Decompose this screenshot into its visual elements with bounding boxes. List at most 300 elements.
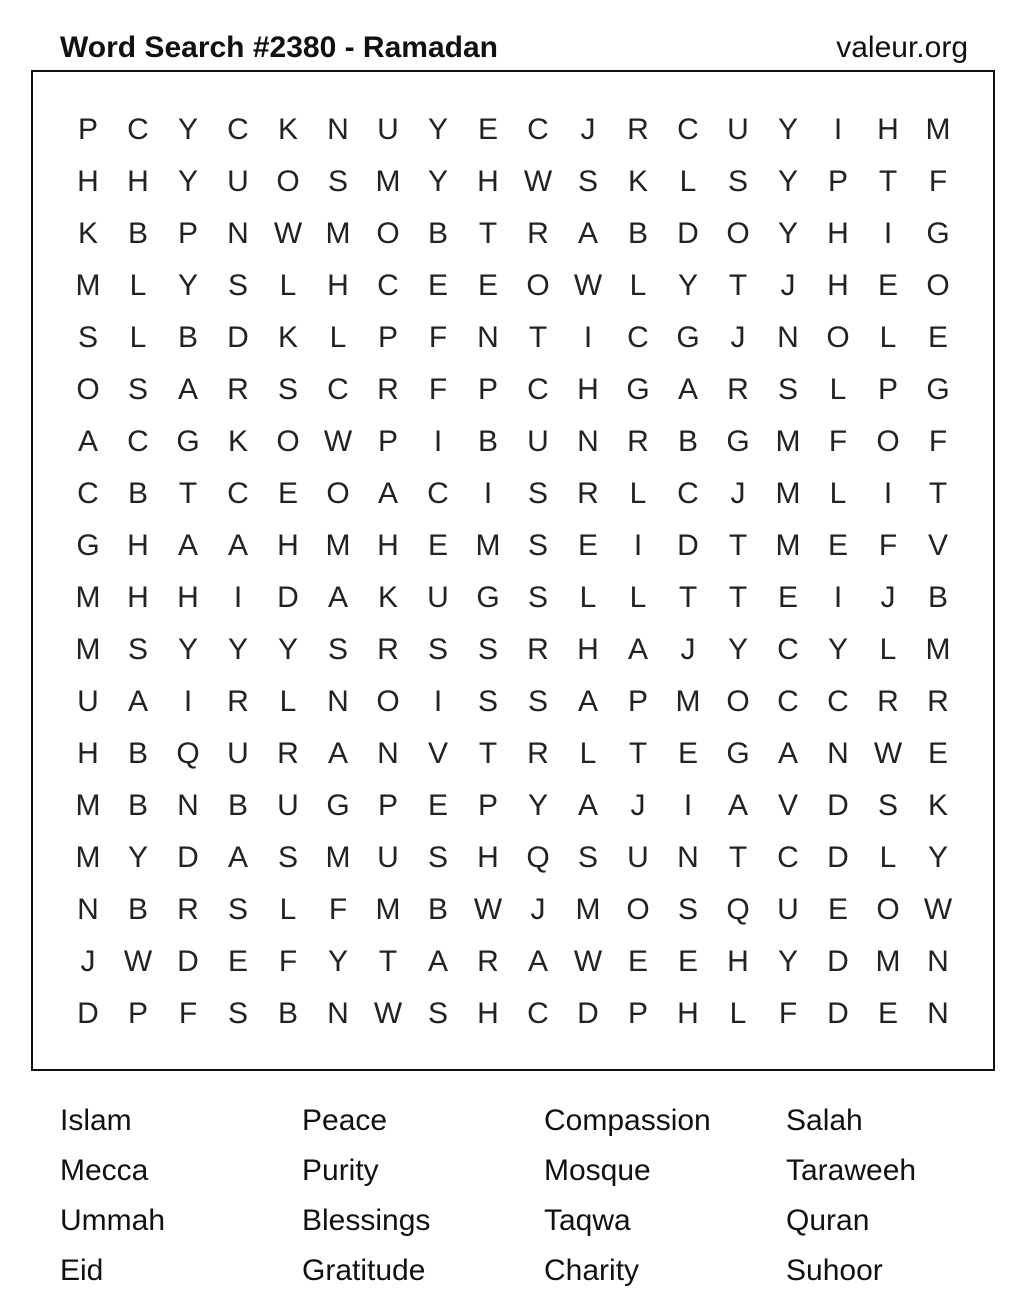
grid-cell: B: [127, 789, 148, 822]
grid-cell: E: [927, 737, 948, 770]
grid-cell: L: [129, 321, 147, 354]
grid-cell: J: [680, 633, 696, 666]
word-list-item: Charity: [544, 1254, 640, 1287]
word-list-item: Suhoor: [786, 1254, 883, 1287]
grid-cell: G: [626, 373, 650, 406]
grid-cell: O: [376, 217, 400, 250]
grid-cell: U: [777, 893, 799, 926]
grid-cell: N: [177, 789, 199, 822]
grid-cell: Y: [327, 945, 348, 978]
grid-cell: N: [577, 425, 599, 458]
grid-cell: A: [427, 945, 448, 978]
grid-cell: E: [677, 737, 698, 770]
grid-cell: S: [227, 997, 248, 1030]
grid-cell: D: [677, 529, 699, 562]
grid-cell: S: [227, 893, 248, 926]
grid-cell: T: [478, 737, 498, 770]
grid-cell: T: [928, 477, 948, 510]
grid-cell: L: [279, 685, 297, 718]
word-list: [60, 1096, 1020, 1296]
grid-cell: H: [327, 269, 349, 302]
grid-cell: O: [376, 685, 400, 718]
grid-cell: A: [677, 373, 698, 406]
grid-cell: R: [577, 477, 599, 510]
grid-cell: O: [726, 217, 750, 250]
grid-cell: B: [127, 217, 148, 250]
grid-cell: W: [923, 893, 953, 926]
grid-cell: C: [827, 685, 849, 718]
grid-cell: A: [177, 373, 198, 406]
grid-cell: D: [227, 321, 249, 354]
grid-cell: B: [227, 789, 248, 822]
grid-cell: T: [728, 269, 748, 302]
grid-cell: F: [878, 529, 898, 562]
grid-cell: M: [775, 477, 801, 510]
grid-cell: S: [727, 165, 748, 198]
grid-cell: A: [327, 581, 348, 614]
word-list-item: Peace: [302, 1104, 388, 1137]
grid-cell: N: [477, 321, 499, 354]
grid-cell: H: [727, 945, 749, 978]
grid-cell: N: [377, 737, 399, 770]
grid-cell: W: [323, 425, 353, 458]
grid-cell: S: [577, 165, 598, 198]
grid-cell: P: [177, 217, 198, 250]
grid-cell: V: [427, 737, 448, 770]
grid-cell: M: [675, 685, 701, 718]
grid-cell: E: [627, 945, 648, 978]
word-list-item: Eid: [60, 1254, 104, 1287]
grid-cell: G: [726, 737, 750, 770]
grid-cell: B: [927, 581, 948, 614]
grid-cell: S: [277, 373, 298, 406]
grid-cell: G: [676, 321, 700, 354]
grid-cell: R: [377, 373, 399, 406]
grid-cell: L: [829, 373, 847, 406]
grid-cell: J: [580, 113, 596, 146]
grid-cell: C: [227, 113, 249, 146]
grid-cell: M: [775, 529, 801, 562]
grid-cell: U: [427, 581, 449, 614]
grid-cell: H: [77, 165, 99, 198]
grid-cell: L: [629, 581, 647, 614]
grid-cell: C: [127, 425, 149, 458]
grid-cell: N: [927, 997, 949, 1030]
grid-cell: R: [227, 685, 249, 718]
grid-cell: Q: [176, 737, 200, 770]
grid-cell: M: [325, 217, 351, 250]
grid-cell: H: [377, 529, 399, 562]
grid-cell: H: [477, 997, 499, 1030]
grid-cell: E: [777, 581, 798, 614]
grid-cell: I: [483, 477, 493, 510]
grid-cell: L: [629, 477, 647, 510]
grid-cell: M: [375, 893, 401, 926]
grid-cell: D: [827, 945, 849, 978]
grid-cell: D: [177, 945, 199, 978]
word-list-item: Gratitude: [302, 1254, 426, 1287]
grid-cell: B: [477, 425, 498, 458]
grid-cell: G: [926, 373, 950, 406]
grid-cell: K: [277, 321, 298, 354]
grid-cell: T: [678, 581, 698, 614]
grid-cell: R: [627, 113, 649, 146]
grid-cell: I: [683, 789, 693, 822]
grid-cell: S: [527, 581, 548, 614]
grid-cell: E: [827, 529, 848, 562]
word-list-item: Mecca: [60, 1154, 149, 1187]
grid-cell: B: [127, 477, 148, 510]
grid-cell: R: [527, 633, 549, 666]
grid-cell: L: [879, 633, 897, 666]
grid-cell: S: [227, 269, 248, 302]
grid-cell: H: [127, 529, 149, 562]
grid-cell: W: [573, 945, 603, 978]
grid-cell: C: [527, 373, 549, 406]
grid-cell: P: [877, 373, 898, 406]
grid-cell: Y: [777, 113, 798, 146]
grid-cell: P: [477, 373, 498, 406]
grid-cell: T: [728, 841, 748, 874]
grid-cell: A: [627, 633, 648, 666]
grid-cell: R: [727, 373, 749, 406]
grid-cell: S: [527, 685, 548, 718]
grid-cell: R: [627, 425, 649, 458]
grid-cell: L: [279, 269, 297, 302]
grid-cell: S: [527, 529, 548, 562]
grid-cell: K: [377, 581, 398, 614]
grid-cell: M: [475, 529, 501, 562]
grid-cell: C: [677, 477, 699, 510]
grid-cell: T: [878, 165, 898, 198]
grid-cell: C: [677, 113, 699, 146]
grid-cell: Y: [827, 633, 848, 666]
grid-cell: R: [527, 737, 549, 770]
grid-cell: N: [927, 945, 949, 978]
grid-cell: L: [579, 581, 597, 614]
grid-cell: I: [233, 581, 243, 614]
grid-cell: E: [477, 113, 498, 146]
grid-cell: S: [77, 321, 98, 354]
grid-cell: A: [177, 529, 198, 562]
grid-cell: M: [575, 893, 601, 926]
grid-cell: W: [473, 893, 503, 926]
grid-cell: P: [377, 789, 398, 822]
grid-cell: R: [527, 217, 549, 250]
grid-cell: O: [726, 685, 750, 718]
grid-cell: A: [77, 425, 98, 458]
grid-cell: J: [530, 893, 546, 926]
grid-cell: R: [877, 685, 899, 718]
grid-cell: N: [77, 893, 99, 926]
grid-cell: G: [176, 425, 200, 458]
word-list-item: Taqwa: [544, 1204, 631, 1237]
grid-cell: S: [277, 841, 298, 874]
grid-cell: V: [927, 529, 948, 562]
grid-cell: G: [76, 529, 100, 562]
word-list-item: Blessings: [302, 1204, 431, 1237]
grid-cell: H: [127, 581, 149, 614]
grid-cell: L: [829, 477, 847, 510]
grid-cell: A: [227, 529, 248, 562]
grid-cell: F: [178, 997, 198, 1030]
grid-cell: O: [326, 477, 350, 510]
grid-cell: Y: [777, 165, 798, 198]
grid-cell: L: [679, 165, 697, 198]
grid-cell: T: [378, 945, 398, 978]
grid-cell: C: [527, 997, 549, 1030]
grid-cell: G: [726, 425, 750, 458]
grid-cell: C: [77, 477, 99, 510]
grid-cell: D: [827, 841, 849, 874]
grid-cell: I: [833, 113, 843, 146]
grid-cell: B: [177, 321, 198, 354]
grid-cell: J: [780, 269, 796, 302]
grid-cell: H: [177, 581, 199, 614]
grid-cell: M: [75, 269, 101, 302]
grid-cell: S: [527, 477, 548, 510]
grid-cell: L: [629, 269, 647, 302]
grid-cell: M: [325, 841, 351, 874]
grid-cell: O: [276, 165, 300, 198]
grid-cell: T: [728, 529, 748, 562]
grid-cell: F: [428, 373, 448, 406]
grid-cell: M: [75, 633, 101, 666]
grid-cell: H: [877, 113, 899, 146]
grid-cell: O: [526, 269, 550, 302]
grid-cell: A: [727, 789, 748, 822]
grid-cell: P: [627, 685, 648, 718]
grid-cell: Y: [277, 633, 298, 666]
grid-cell: S: [327, 165, 348, 198]
grid-cell: E: [877, 269, 898, 302]
grid-cell: A: [577, 789, 598, 822]
grid-cell: M: [75, 841, 101, 874]
grid-cell: I: [883, 217, 893, 250]
grid-cell: L: [329, 321, 347, 354]
grid-cell: F: [928, 165, 948, 198]
grid-cell: N: [327, 685, 349, 718]
grid-cell: Y: [177, 269, 198, 302]
grid-cell: C: [227, 477, 249, 510]
grid-cell: S: [777, 373, 798, 406]
grid-cell: Y: [927, 841, 948, 874]
grid-cell: S: [577, 841, 598, 874]
grid-cell: F: [428, 321, 448, 354]
grid-cell: N: [327, 113, 349, 146]
grid-cell: C: [377, 269, 399, 302]
grid-cell: Y: [677, 269, 698, 302]
grid-cell: N: [777, 321, 799, 354]
grid-cell: W: [523, 165, 553, 198]
grid-cell: U: [77, 685, 99, 718]
grid-cell: I: [183, 685, 193, 718]
grid-cell: Y: [427, 165, 448, 198]
grid-cell: J: [80, 945, 96, 978]
grid-cell: B: [427, 893, 448, 926]
grid-cell: U: [377, 841, 399, 874]
grid-cell: H: [577, 373, 599, 406]
grid-cell: E: [277, 477, 298, 510]
grid-cell: C: [777, 841, 799, 874]
grid-cell: I: [433, 425, 443, 458]
grid-cell: K: [927, 789, 948, 822]
grid-cell: E: [877, 997, 898, 1030]
grid-cell: L: [129, 269, 147, 302]
grid-cell: O: [926, 269, 950, 302]
grid-cell: K: [227, 425, 248, 458]
grid-cell: C: [327, 373, 349, 406]
grid-cell: N: [227, 217, 249, 250]
grid-cell: M: [75, 789, 101, 822]
grid-cell: J: [730, 477, 746, 510]
grid-cell: K: [277, 113, 298, 146]
grid-cell: H: [827, 269, 849, 302]
grid-cell: Q: [526, 841, 550, 874]
grid-cell: M: [375, 165, 401, 198]
grid-cell: L: [729, 997, 747, 1030]
grid-cell: R: [477, 945, 499, 978]
grid-cell: A: [327, 737, 348, 770]
grid-cell: J: [730, 321, 746, 354]
grid-cell: U: [527, 425, 549, 458]
grid-cell: S: [127, 633, 148, 666]
grid-cell: O: [876, 425, 900, 458]
grid-cell: C: [627, 321, 649, 354]
grid-cell: S: [127, 373, 148, 406]
grid-cell: Y: [177, 113, 198, 146]
grid-cell: A: [777, 737, 798, 770]
grid-cell: A: [577, 685, 598, 718]
grid-cell: F: [278, 945, 298, 978]
grid-cell: W: [273, 217, 303, 250]
grid-cell: D: [677, 217, 699, 250]
grid-cell: N: [677, 841, 699, 874]
grid-cell: O: [826, 321, 850, 354]
grid-cell: P: [627, 997, 648, 1030]
word-list-item: Purity: [302, 1154, 379, 1187]
grid-cell: F: [828, 425, 848, 458]
grid-cell: P: [377, 425, 398, 458]
grid-cell: C: [777, 685, 799, 718]
grid-cell: H: [677, 997, 699, 1030]
grid-cell: E: [927, 321, 948, 354]
grid-cell: E: [677, 945, 698, 978]
grid-cell: M: [775, 425, 801, 458]
grid-cell: T: [728, 581, 748, 614]
word-list-item: Taraweeh: [786, 1154, 917, 1187]
grid-cell: U: [227, 737, 249, 770]
grid-cell: E: [827, 893, 848, 926]
grid-cell: E: [427, 789, 448, 822]
grid-cell: F: [328, 893, 348, 926]
grid-cell: C: [777, 633, 799, 666]
grid-cell: H: [827, 217, 849, 250]
grid-cell: O: [626, 893, 650, 926]
grid-cell: S: [477, 685, 498, 718]
grid-cell: S: [427, 841, 448, 874]
grid-cell: O: [876, 893, 900, 926]
grid-cell: G: [476, 581, 500, 614]
grid-cell: O: [76, 373, 100, 406]
word-list-item: Salah: [786, 1104, 863, 1137]
grid-cell: S: [327, 633, 348, 666]
grid-cell: R: [927, 685, 949, 718]
grid-cell: U: [277, 789, 299, 822]
grid-cell: P: [77, 113, 98, 146]
grid-cell: B: [127, 737, 148, 770]
letter-grid: [63, 104, 963, 1040]
grid-cell: P: [827, 165, 848, 198]
grid-cell: A: [377, 477, 398, 510]
grid-cell: Y: [177, 165, 198, 198]
grid-cell: D: [827, 789, 849, 822]
grid-cell: L: [279, 893, 297, 926]
grid-cell: D: [577, 997, 599, 1030]
word-list-item: Ummah: [60, 1204, 166, 1237]
grid-cell: I: [833, 581, 843, 614]
grid-cell: G: [926, 217, 950, 250]
grid-cell: B: [277, 997, 298, 1030]
grid-cell: W: [123, 945, 153, 978]
grid-cell: F: [928, 425, 948, 458]
grid-cell: L: [579, 737, 597, 770]
grid-cell: K: [77, 217, 98, 250]
grid-cell: Y: [427, 113, 448, 146]
grid-cell: M: [325, 529, 351, 562]
grid-cell: F: [778, 997, 798, 1030]
grid-cell: T: [178, 477, 198, 510]
grid-cell: M: [875, 945, 901, 978]
grid-cell: G: [326, 789, 350, 822]
grid-cell: T: [478, 217, 498, 250]
site-name: valeur.org: [836, 31, 968, 64]
grid-cell: D: [827, 997, 849, 1030]
grid-cell: A: [227, 841, 248, 874]
grid-cell: N: [827, 737, 849, 770]
grid-cell: Y: [527, 789, 548, 822]
grid-cell: L: [879, 841, 897, 874]
grid-cell: I: [883, 477, 893, 510]
grid-cell: B: [427, 217, 448, 250]
grid-cell: C: [127, 113, 149, 146]
word-list-item: Mosque: [544, 1154, 651, 1187]
grid-cell: S: [477, 633, 498, 666]
grid-cell: D: [177, 841, 199, 874]
grid-cell: B: [627, 217, 648, 250]
grid-cell: L: [879, 321, 897, 354]
grid-cell: V: [777, 789, 798, 822]
grid-cell: S: [877, 789, 898, 822]
grid-cell: R: [377, 633, 399, 666]
grid-cell: Y: [127, 841, 148, 874]
grid-cell: E: [477, 269, 498, 302]
grid-cell: I: [433, 685, 443, 718]
grid-cell: Y: [777, 217, 798, 250]
grid-cell: B: [677, 425, 698, 458]
grid-cell: H: [127, 165, 149, 198]
grid-cell: R: [227, 373, 249, 406]
grid-cell: H: [77, 737, 99, 770]
word-list-item: Quran: [786, 1204, 870, 1237]
grid-cell: H: [477, 165, 499, 198]
grid-cell: Y: [177, 633, 198, 666]
grid-cell: S: [427, 997, 448, 1030]
grid-cell: N: [327, 997, 349, 1030]
grid-cell: R: [277, 737, 299, 770]
grid-cell: A: [527, 945, 548, 978]
puzzle-title: Word Search #2380 - Ramadan: [60, 31, 498, 64]
